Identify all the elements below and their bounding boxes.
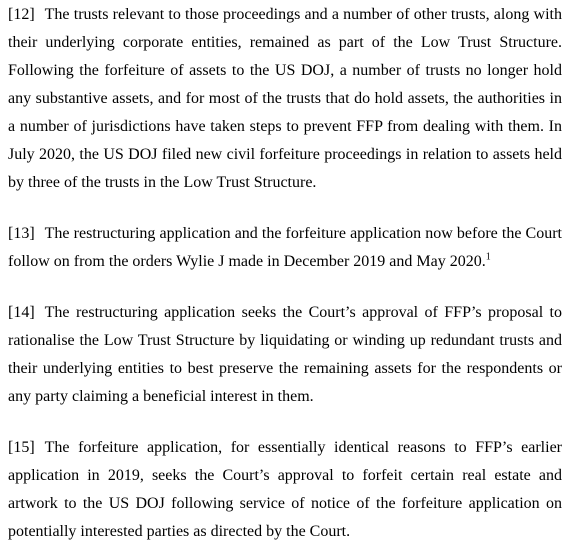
paragraph-text: The trusts relevant to those proceedings and a number of other trusts, along with their underlying corporate entities, remained as part of the Low Trust Structure. Following the forfeiture of assets to the US DOJ, a number of trusts no longer hold any substantive assets, and for most of the trusts that do hold assets, the authorities in a number of jurisdictions have taken steps to prevent FFP from dealing with them. In July 2020, the US DOJ filed new civil forfeiture proceedings in relation to assets held by three of the trusts in the Low Trust Structure. <box>8 6 562 191</box>
paragraph-12 <box>8 1 562 197</box>
paragraph-13 <box>8 220 562 276</box>
paragraph-number: [14] <box>8 304 35 321</box>
paragraph-15 <box>8 434 562 546</box>
footnote-reference[interactable]: 1 <box>485 251 491 263</box>
paragraph-number: [13] <box>8 225 35 242</box>
paragraph-text: The restructuring application and the forfeiture application now before the Court follow on from the orders Wylie J made in December 2019 and May 2020. <box>8 225 562 270</box>
paragraph-text: The forfeiture application, for essentially identical reasons to FFP’s earlier application in 2019, seeks the Court’s approval to forfeit certain real estate and artwork to the US DOJ following service of notice of the forfeiture application on potentially interested parties as directed by the Court. <box>8 439 562 540</box>
paragraph-14 <box>8 299 562 411</box>
paragraph-text: The restructuring application seeks the Court’s approval of FFP’s proposal to rationalise the Low Trust Structure by liquidating or winding up redundant trusts and their underlying entities to best preserve the remaining assets for the respondents or any party claiming a beneficial interest in them. <box>8 304 562 405</box>
paragraph-number: [12] <box>8 6 35 23</box>
paragraph-number: [15] <box>8 439 35 456</box>
